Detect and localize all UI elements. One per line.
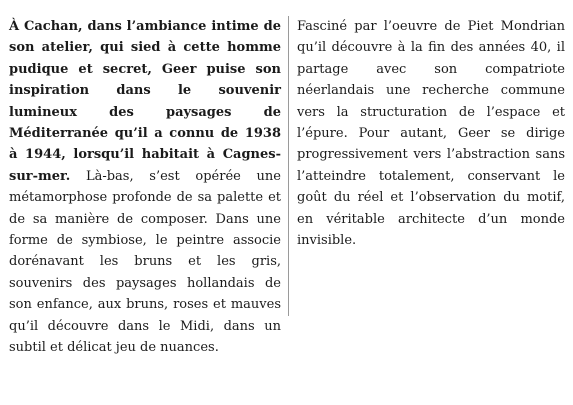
lead-text: À Cachan, dans l’ambiance intime de son atelier, qui sied à cette homme pudique et secret, Geer puise son inspiration dans le souvenir lumineux des paysages de Méditerranée qu’il a connu de 1938 à 1944, lorsqu’il habitait à Cagnes-sur-mer. <box>9 19 281 184</box>
right-paragraph: Fasciné par l’oeuvre de Piet Mondrian qu’il découvre à la fin des années 40, il partage avec son compatriote néerlandais une recherche commune vers la structuration de l’espace et l’épure. Pour autant, Geer se dirige progressivement vers l’abstraction sans l’atteindre totalement, conservant le goût du réel et l’observation du motif, en véritable architecte d’un monde invisible. <box>297 19 565 249</box>
column-divider <box>288 16 289 316</box>
left-column <box>9 16 281 359</box>
left-paragraph <box>9 16 281 359</box>
left-body-text: Là-bas, s’est opérée une métamorphose profonde de sa palette et de sa manière de composer. Dans une forme de symbiose, le peintre associe dorénavant les bruns et les gris, souvenirs des paysages hollandais de son enfance, aux bruns, roses et mauves qu’il découvre dans le Midi, dans un subtil et délicat jeu de nuances. <box>9 168 281 356</box>
right-column <box>297 16 565 251</box>
